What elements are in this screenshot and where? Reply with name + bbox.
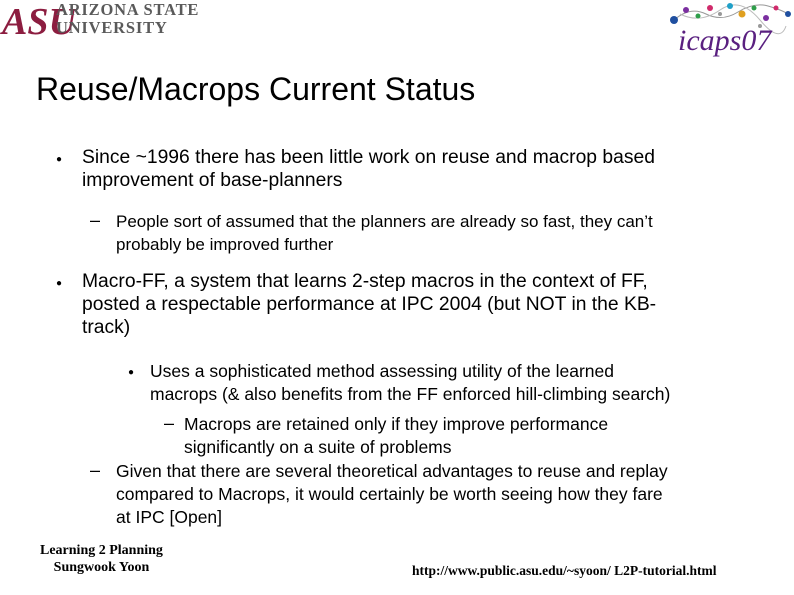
asu-logo-letters: ASU (2, 1, 76, 43)
asu-logo-mark (2, 1, 76, 43)
icaps07-logo-text: icaps07 (678, 24, 772, 57)
footer-name: Sungwook Yoon (53, 560, 150, 575)
bullet-1-sub-line-1: People sort of assumed that the planners are already so fast, they can’t (116, 212, 653, 231)
bullet-2-sub-1-sub-text (184, 413, 608, 459)
bullet-2-text (82, 270, 656, 339)
bullet-1-text (82, 146, 655, 192)
bullet-2-line-3: track) (82, 317, 131, 338)
asu-wordmark-line1: ARIZONA STATE (56, 0, 200, 19)
dash-marker: – (90, 210, 101, 230)
asu-wordmark-line2: UNIVERSITY (56, 18, 168, 37)
slide-title: Reuse/Macrops Current Status (36, 71, 476, 107)
footer-url[interactable]: http://www.public.asu.edu/~syoon/ L2P-tutorial.html (412, 563, 717, 578)
dash-marker: – (164, 413, 175, 433)
bullet-1-line-1: Since ~1996 there has been little work on reuse and macrop based (82, 147, 655, 168)
bullet-1-sub-text (116, 210, 653, 256)
bullet-1-line-2: improvement of base-planners (82, 170, 343, 191)
footer-course: Learning 2 Planning (40, 543, 163, 558)
bullet-marker: ● (56, 278, 63, 289)
bullet-marker: ● (56, 154, 63, 165)
bullet-2-line-1: Macro-FF, a system that learns 2-step macros in the context of FF, (82, 271, 648, 292)
icaps07-logo (660, 0, 794, 58)
bullet-2-sub-1-sub-line-1: Macrops are retained only if they improve performance (184, 414, 609, 434)
dash-marker: – (90, 460, 101, 480)
bullet-marker: ● (128, 367, 135, 378)
bullet-2-sub-2-line-2: compared to Macrops, it would certainly be worth seeing how they fare (116, 484, 663, 504)
footer-author (40, 542, 163, 576)
bullet-2-line-2: posted a respectable performance at IPC 2004 (but NOT in the KB- (82, 294, 657, 315)
bullet-2-sub-1-sub-line-2: significantly on a suite of problems (184, 437, 452, 457)
bullet-2-sub-2-line-1: Given that there are several theoretical advantages to reuse and replay (116, 461, 668, 481)
bullet-2-sub-2-text (116, 460, 668, 529)
bullet-2-sub-1-line-1: Uses a sophisticated method assessing utility of the learned (150, 361, 615, 381)
bullet-2-sub-1-line-2: macrops (& also benefits from the FF enforced hill-climbing search) (150, 384, 671, 404)
bullet-2-sub-2-line-3: at IPC [Open] (116, 507, 223, 527)
asu-wordmark (56, 1, 199, 37)
bullet-2-sub-1-text (150, 360, 670, 406)
bullet-1-sub-line-2: probably be improved further (116, 235, 334, 254)
